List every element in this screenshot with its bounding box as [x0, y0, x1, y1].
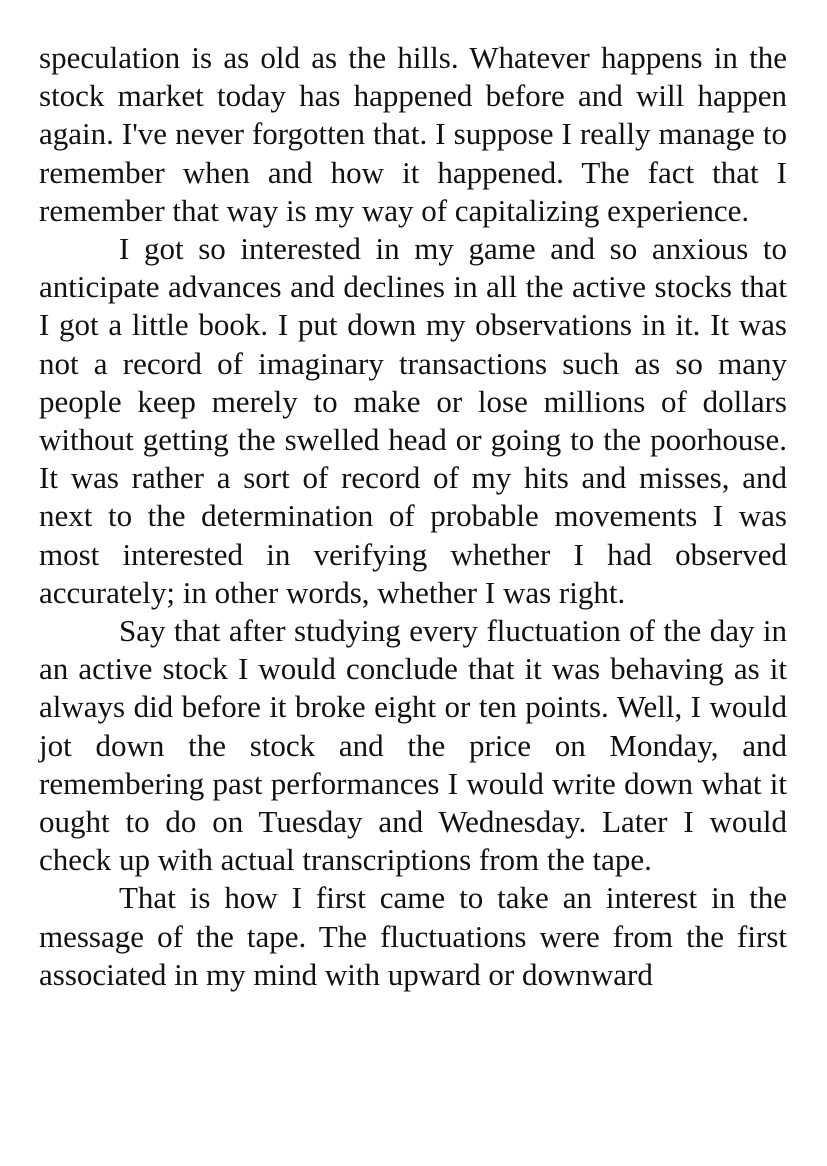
paragraph-message-of-tape: That is how I first came to take an interest in the message of the tape. The fluctuations were from the first associated in my mind with upward or downward — [39, 880, 787, 992]
book-page — [39, 39, 787, 994]
paragraph-little-book: I got so interested in my game and so anxious to anticipate advances and declines in all the active stocks that I got a little book. I put down my observations in it. It was not a record of imaginary transactions such as so many people keep merely to make or lose millions of dollars without getting the swelled head or going to the poorhouse. It was rather a sort of record of my hits and misses, and next to the determination of probable movements I was most interested in verifying whether I had observed accurately; in other words, whether I was right. — [39, 231, 787, 610]
paragraph-continued: speculation is as old as the hills. Whatever happens in the stock market today has happened before and will happen again. I've never forgotten that. I suppose I really manage to remember when and how it happened. The fact that I remember that way is my way of capitalizing experience. — [39, 40, 787, 228]
paragraph-fluctuation: Say that after studying every fluctuation of the day in an active stock I would conclude that it was behaving as it always did before it broke eight or ten points. Well, I would jot down the stock and the price on Monday, and remembering past performances I would write down what it ought to do on Tuesday and Wednesday. Later I would check up with actual transcriptions from the tape. — [39, 613, 787, 878]
